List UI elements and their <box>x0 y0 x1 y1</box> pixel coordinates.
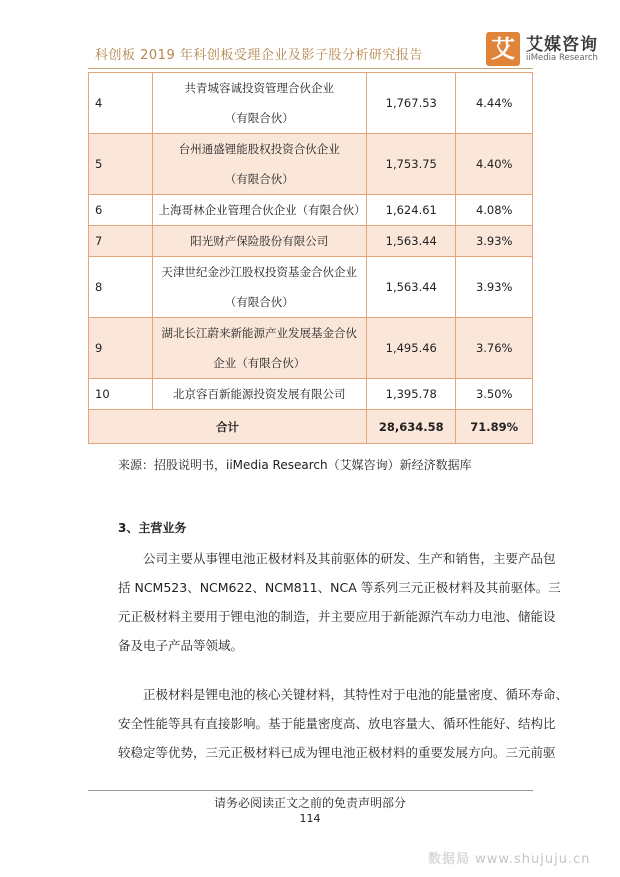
table-row <box>89 226 533 257</box>
table-row <box>89 318 533 379</box>
rank-cell: 4 <box>89 73 153 134</box>
watermark-cn: 数据局 <box>428 852 471 867</box>
paragraph-line: 较稳定等优势，三元正极材料已成为锂电池正极材料的重要发展方向。三元前驱 <box>118 745 556 760</box>
table-row <box>89 134 533 195</box>
shareholder-table <box>88 72 533 444</box>
shareholder-name-line: 湖北长江蔚来新能源产业发展基金合伙 <box>161 326 358 340</box>
shares-amount-cell: 1,563.44 <box>367 226 456 257</box>
table-row <box>89 73 533 134</box>
report-title: 科创板 2019 年科创板受理企业及影子股分析研究报告 <box>95 48 423 63</box>
shares-amount-cell: 1,753.75 <box>367 134 456 195</box>
share-percent-cell: 4.44% <box>456 73 533 134</box>
shares-amount-cell: 1,495.46 <box>367 318 456 379</box>
table-total-row <box>89 410 533 444</box>
shares-amount-cell: 1,563.44 <box>367 257 456 318</box>
shares-amount-cell: 1,767.53 <box>367 73 456 134</box>
shareholder-name-cell <box>152 134 366 195</box>
share-percent-cell: 4.40% <box>456 134 533 195</box>
shares-amount-cell: 1,624.61 <box>367 195 456 226</box>
logo-text-cn: 艾媒咨询 <box>526 35 598 55</box>
paragraph-cathode-materials <box>118 680 569 767</box>
shareholder-name-cell <box>152 226 366 257</box>
shareholder-name-line: 企业（有限合伙） <box>213 356 306 370</box>
share-percent-cell: 3.76% <box>456 318 533 379</box>
shares-amount-cell: 1,395.78 <box>367 379 456 410</box>
rank-cell: 7 <box>89 226 153 257</box>
logo-text-en: iiMedia Research <box>526 53 598 63</box>
paragraph-main-business <box>118 544 561 660</box>
paragraph-line: 元正极材料主要用于锂电池的制造，并主要应用于新能源汽车动力电池、储能设 <box>118 609 556 624</box>
share-percent-cell: 3.93% <box>456 226 533 257</box>
paragraph-line: 安全性能等具有直接影响。基于能量密度高、放电容量大、循环性能好、结构比 <box>118 716 556 731</box>
shareholder-name-line: 台州通盛锂能股权投资合伙企业 <box>178 142 340 156</box>
total-amount-cell: 28,634.58 <box>367 410 456 444</box>
disclaimer-note: 请务必阅读正文之前的免责声明部分 <box>213 796 406 810</box>
table-row <box>89 195 533 226</box>
shareholder-name-line: 阳光财产保险股份有限公司 <box>190 234 329 248</box>
shareholder-name-line: （有限合伙） <box>224 172 294 186</box>
rank-cell: 8 <box>89 257 153 318</box>
section-title: 3、主营业务 <box>118 521 187 535</box>
shareholder-name-line: 共青城容诚投资管理合伙企业 <box>184 81 335 95</box>
shareholder-name-line: 北京容百新能源投资发展有限公司 <box>173 387 346 401</box>
total-percent-cell: 71.89% <box>456 410 533 444</box>
shareholder-name-line: （有限合伙） <box>224 111 294 125</box>
iimedia-logo <box>486 30 598 72</box>
paragraph-line: 正极材料是锂电池的核心关键材料，其特性对于电池的能量密度、循环寿命、 <box>143 687 569 702</box>
footer-divider <box>88 790 533 791</box>
share-percent-cell: 3.50% <box>456 379 533 410</box>
total-label-cell: 合计 <box>89 410 367 444</box>
page-number: 114 <box>299 812 321 825</box>
share-percent-cell: 4.08% <box>456 195 533 226</box>
share-percent-cell: 3.93% <box>456 257 533 318</box>
header-divider <box>88 68 533 69</box>
rank-cell: 10 <box>89 379 153 410</box>
paragraph-line: 备及电子产品等领域。 <box>118 638 244 653</box>
shareholder-name-line: 上海哥林企业管理合伙企业（有限合伙） <box>158 203 366 217</box>
paragraph-line: 括 NCM523、NCM622、NCM811、NCA 等系列三元正极材料及其前驱体。三 <box>118 580 561 595</box>
shareholder-name-line: 天津世纪金沙江股权投资基金合伙企业 <box>161 265 358 279</box>
rank-cell: 6 <box>89 195 153 226</box>
paragraph-line: 公司主要从事锂电池正极材料及其前驱体的研发、生产和销售，主要产品包 <box>143 551 556 566</box>
source-note: 来源：招股说明书，iiMedia Research（艾媒咨询）新经济数据库 <box>118 458 472 472</box>
shareholder-name-cell <box>152 257 366 318</box>
shareholder-name-cell <box>152 379 366 410</box>
watermark-en: www.shujuju.cn <box>475 852 591 867</box>
table-row <box>89 257 533 318</box>
table-row <box>89 379 533 410</box>
page-header <box>0 0 620 78</box>
watermark <box>428 848 590 867</box>
shareholder-name-cell <box>152 195 366 226</box>
shareholder-name-cell <box>152 318 366 379</box>
shareholder-name-cell <box>152 73 366 134</box>
logo-icon: 艾 <box>486 32 520 66</box>
rank-cell: 5 <box>89 134 153 195</box>
shareholder-name-line: （有限合伙） <box>224 295 294 309</box>
rank-cell: 9 <box>89 318 153 379</box>
